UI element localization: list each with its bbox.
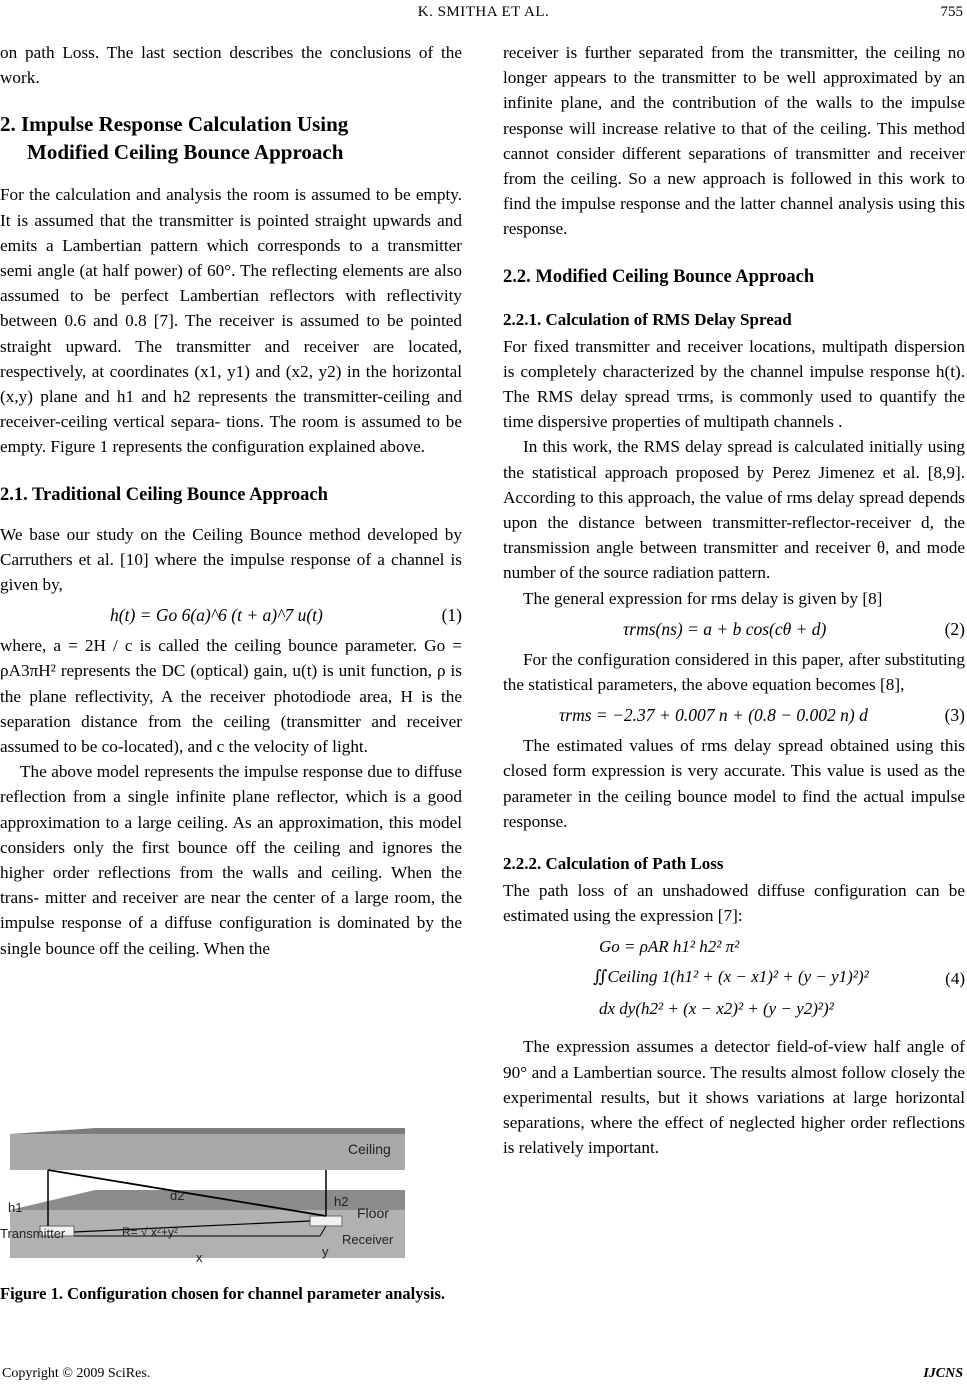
- section-2-title-line1: 2. Impulse Response Calculation Using: [0, 112, 349, 137]
- footer-journal: IJCNS: [923, 1366, 963, 1381]
- equation-2-body: τrms(ns) = a + b cos(cθ + d): [623, 618, 827, 639]
- subsection-2-2-title: 2.2. Modified Ceiling Bounce Approach: [503, 266, 815, 287]
- paragraph-model: The above model represents the impulse response due to diffuse reflection from a single infinite plane reflector, which is a good approximation to a large ceiling. As an approximation, this model considers only the first bounce off the ceiling and ignores the higher order reflections from the walls and ceiling. When the trans- mitter and receiver are near the center of a large room, the impulse response of a diffuse configuration is dominated by the single bounce off the ceiling. When the: [0, 762, 462, 958]
- equation-3: [503, 697, 965, 733]
- right-column: [503, 40, 965, 1161]
- paragraph-general-expression: The general expression for rms delay is given by [8]: [523, 588, 883, 608]
- figure-1-caption: Figure 1. Configuration chosen for channel parameter analysis.: [0, 1284, 446, 1303]
- equation-2: [503, 611, 965, 647]
- paragraph-path-loss: The path loss of an unshadowed diffuse configuration can be estimated using the expression [7]:: [503, 881, 965, 926]
- running-header: [0, 0, 967, 26]
- equation-3-body: τrms = −2.37 + 0.007 n + (0.8 − 0.002 n) d: [559, 705, 868, 726]
- equation-4-line2: ∬Ceiling 1(h1² + (x − x1)² + (y − y1)²)²: [593, 967, 869, 987]
- ceiling-edge: [10, 1128, 405, 1134]
- label-x: x: [196, 1250, 203, 1265]
- paragraph-rms-approach: In this work, the RMS delay spread is calculated initially using the statistical approach proposed by Perez Jimenez et al. [8,9]. According to this approach, the value of rms delay spread depends upon the distance between transmitter-reflector-receiver d, the transmission angle between transmitter and receiver θ, and mode number of the source radiation pattern.: [503, 437, 965, 583]
- paragraph-continuation: receiver is further separated from the transmitter, the ceiling no longer appears to the transmitter to be well approximated by an infinite plane, and the contribution of the walls to the impulse response will increase relative to that of the ceiling. This method cannot consider different separations of transmitter and receiver from the ceiling. So a new approach is followed in this work to find the impulse response and the latter channel analysis using this response.: [503, 43, 965, 239]
- equation-3-number: (3): [944, 705, 965, 726]
- equation-4-number: (4): [945, 969, 965, 989]
- subsection-2-2-2-title: 2.2.2. Calculation of Path Loss: [503, 854, 724, 874]
- subsection-2-1-title: 2.1. Traditional Ceiling Bounce Approach: [0, 484, 328, 505]
- ceiling-plane: [10, 1134, 405, 1170]
- section-2-title-line2: Modified Ceiling Bounce Approach: [27, 140, 344, 165]
- equation-4: [503, 934, 965, 1026]
- paragraph-ceiling-bounce: We base our study on the Ceiling Bounce method developed by Carruthers et al. [10] where the impulse response of a channel is given by,: [0, 524, 462, 595]
- label-d2: d2: [170, 1188, 185, 1203]
- label-transmitter: Transmitter: [0, 1226, 66, 1241]
- left-column: [0, 40, 462, 961]
- label-floor: Floor: [357, 1205, 389, 1221]
- paragraph-estimated-values: The estimated values of rms delay spread obtained using this closed form expression is very accurate. This value is used as the parameter in the ceiling bounce model to find the actual impulse response.: [503, 736, 965, 831]
- label-h2: h2: [334, 1194, 349, 1209]
- footer-copyright: Copyright © 2009 SciRes.: [2, 1366, 151, 1381]
- header-authors: K. SMITHA ET AL.: [417, 4, 550, 20]
- section-2-title: [0, 110, 462, 166]
- label-ceiling: Ceiling: [348, 1141, 391, 1157]
- label-h1: h1: [8, 1200, 23, 1215]
- room-configuration-diagram: [0, 1128, 462, 1268]
- paragraph-room-assumptions: For the calculation and analysis the room is assumed to be empty. It is assumed that the transmitter is pointed straight upwards and emits a Lambertian pattern which corresponds to a transmitter semi angle (at half power) of 60°. The reflecting elements are also assumed to be perfect Lambertian reflectors with reflectivity between 0.6 and 0.8 [7]. The receiver is assumed to be pointed straight upward. The transmitter and receiver are located, respectively, at coordinates (x1, y1) and (x2, y2) in the horizontal (x,y) plane and h1 and h2 represents the transmitter-ceiling and receiver-ceiling vertical separa- tions. The room is assumed to be empty. Figure 1 represents the configuration explained above.: [0, 185, 462, 457]
- equation-4-line3: dx dy(h2² + (x − x2)² + (y − y2)²)²: [599, 999, 834, 1019]
- page-footer: [0, 1362, 967, 1384]
- paragraph-substituting: For the configuration considered in this paper, after substituting the statistical parameters, the above equation becomes [8],: [503, 649, 965, 695]
- equation-2-number: (2): [944, 618, 965, 639]
- paragraph-where: where, a = 2H / c is called the ceiling bounce parameter. Go = ρA3πH² represents the DC (optical) gain, u(t) is unit function, ρ is the plane reflectivity, A the receiver photodiode area, H is the separation distance from the ceiling (transmitter and receiver assumed to be co-located), and c the velocity of light.: [0, 636, 462, 757]
- equation-1-body: h(t) = Go 6(a)^6 (t + a)^7 u(t): [110, 605, 323, 626]
- paragraph-detector-assumption: The expression assumes a detector field-of-view half angle of 90° and a Lambertian source. The results almost follow closely the experimental results, but it shows variations at large horizontal separations, where the effect of neglected higher order reflections is relatively important.: [503, 1037, 965, 1158]
- equation-1: [0, 597, 462, 633]
- label-y: y: [322, 1244, 329, 1259]
- paragraph-intro: on path Loss. The last section describes the conclusions of the work.: [0, 43, 462, 88]
- equation-1-number: (1): [441, 605, 462, 626]
- subsection-2-2-1-title: 2.2.1. Calculation of RMS Delay Spread: [503, 309, 792, 329]
- label-receiver: Receiver: [342, 1232, 394, 1247]
- equation-4-line1: Go = ρAR h1² h2² π²: [599, 937, 740, 957]
- paragraph-rms-intro: For fixed transmitter and receiver locations, multipath dispersion is completely characterized by the channel impulse response h(t). The RMS delay spread τrms, is commonly used to quantify the time dispersive properties of multipath channels .: [503, 336, 965, 432]
- page-number: 755: [940, 4, 963, 20]
- receiver-box: [310, 1216, 342, 1226]
- label-r-formula: R= √ x²+y²: [122, 1225, 178, 1239]
- figure-1-diagram: [0, 1128, 462, 1268]
